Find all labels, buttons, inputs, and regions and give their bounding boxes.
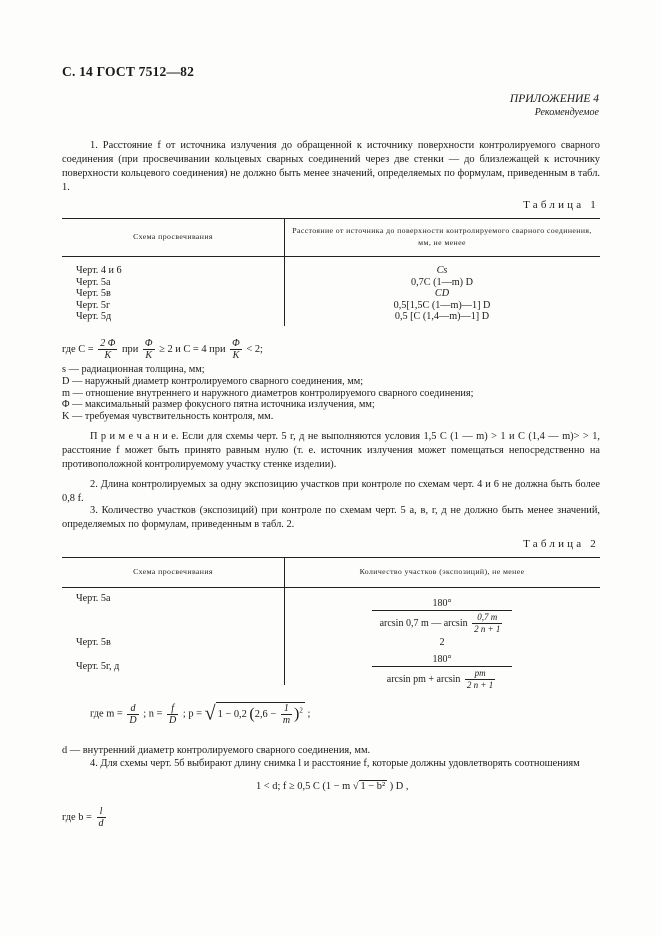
table2-col1-header: Схема просвечивания — [133, 567, 213, 576]
table1-divider — [284, 218, 285, 326]
definition-item: s — радиационная толщина, мм; — [62, 364, 205, 375]
table2-scheme-5v: Черт. 5в — [76, 637, 111, 648]
table2-formula-den — [372, 667, 512, 691]
table2-formula-den — [372, 611, 512, 635]
formula-fraction-num: f — [167, 703, 178, 715]
definitions-list — [62, 364, 600, 423]
table1-row-scheme: Черт. 5д — [76, 311, 112, 322]
table1-scheme-column — [76, 265, 276, 323]
formula-exponent: 2 — [299, 706, 303, 715]
formula-m-n-p — [90, 702, 310, 726]
table2-divider — [284, 557, 285, 685]
table1-col2-header: Расстояние от источника до поверхности контролируемого сварного соединения, мм, не менее — [292, 226, 592, 247]
formula-fraction-den: D — [168, 714, 177, 726]
paragraph-3: 3. Количество участков (экспозиций) при контроле по схемам черт. 5 а, в, г, д не должно быть менее значений, определяемых по формулам, приведенным в табл. 2. — [62, 505, 600, 530]
formula-fraction-num: 1 — [281, 703, 292, 715]
definition-item: K — требуемая чувствительность контроля, мм. — [62, 411, 274, 423]
definition-d: d — внутренний диаметр контролируемого сварного соединения, мм. — [62, 745, 371, 756]
formula-text: 1 − 0,2 — [217, 708, 247, 720]
formula-fraction-num: 2 Φ — [100, 338, 116, 349]
formula-fraction-den: m — [282, 715, 291, 726]
paragraph-2: 2. Длина контролируемых за одну экспозицию участков при контроле по схемам черт. 4 и 6 не должна быть более 0,8 f. — [62, 479, 600, 504]
paragraph-4: 4. Для схемы черт. 5б выбирают длину снимка l и расстояние f, которые должны удовлетворять соотношениям — [90, 758, 580, 769]
formula-text: ; p = — [182, 708, 202, 720]
table2-formula-fraction-den: 2 n + 1 — [466, 680, 494, 690]
table2-formula-num: 180° — [372, 654, 512, 667]
formula-text: 2,6 − — [254, 708, 277, 720]
formula-fraction-den: K — [104, 350, 112, 361]
definition-item: D — наружный диаметр контролируемого сварного соединения, мм; — [62, 375, 364, 387]
formula-fraction-den: K — [232, 350, 240, 361]
table2-top-rule — [62, 557, 600, 558]
formula-text: ; n = — [143, 708, 163, 720]
table1-col1-header: Схема просвечивания — [133, 232, 213, 241]
appendix-title: ПРИЛОЖЕНИЕ 4 — [509, 93, 599, 105]
table1-row-scheme: Черт. 5г — [76, 299, 111, 311]
table2-col2-header: Количество участков (экспозиций), не менее — [359, 567, 525, 576]
table2-formula-5a — [372, 598, 512, 635]
table1-caption: Таблица 1 — [523, 199, 599, 211]
formula-sqrt-body: 1 − b² — [360, 781, 386, 792]
formula-fraction-den: d — [98, 818, 104, 829]
table1-row-value: CD — [434, 288, 450, 299]
appendix-subtitle: Рекомендуемое — [534, 107, 599, 118]
formula-c-lead: где C = — [62, 343, 94, 355]
formula-text: где b = — [62, 811, 92, 823]
table2-caption: Таблица 2 — [523, 538, 599, 550]
formula-fraction-num: l — [97, 806, 106, 818]
page-header: С. 14 ГОСТ 7512—82 — [62, 64, 195, 79]
formula-fraction-den: K — [145, 350, 153, 361]
formula-text: при — [121, 343, 139, 355]
formula-text: где m = — [90, 708, 123, 720]
table1-header-rule — [62, 256, 600, 257]
table2-formula-den-text: arcsin 0,7 m — arcsin — [379, 617, 468, 629]
formula-4 — [256, 780, 408, 792]
appendix-label — [510, 93, 599, 119]
table1-row-value: Cs — [436, 265, 448, 276]
formula-c — [62, 338, 263, 361]
table2-value-5v: 2 — [439, 637, 445, 648]
table1-row-value: 0,7C (1—m) D — [411, 276, 473, 288]
table2-formula-fraction-num: pm — [465, 668, 495, 680]
definition-item: Φ — максимальный размер фокусного пятна источника излучения, мм; — [62, 399, 375, 411]
note-paragraph: П р и м е ч а н и е. Если для схемы черт. 5 г, д не выполняются условия 1,5 C (1 — m) > 1 и C (1,4 — m)> > 1, расстояние f может быть принято равным нулю (т. е. источник излучения может помещаться непосредственно на противоположной контролируемому участку стенке изделии). — [62, 431, 600, 470]
table1-row-scheme: Черт. 5а — [76, 276, 111, 288]
formula-text: < 2; — [246, 343, 263, 355]
table2-scheme-5a: Черт. 5а — [76, 593, 111, 604]
table2-formula-5g-d — [372, 654, 512, 691]
formula-text: ; — [307, 708, 311, 720]
table1-top-rule — [62, 218, 600, 219]
formula-fraction-num: d — [127, 703, 138, 715]
table1-row-scheme: Черт. 4 и 6 — [76, 265, 122, 276]
sqrt-icon: √ — [204, 702, 216, 725]
table2-header-rule — [62, 587, 600, 588]
paragraph-1: 1. Расстояние f от источника излучения до обращенной к источнику поверхности контролируемого сварного соединения (при просвечивании кольцевых сварных соединений через две стенки — до близлежащей к источнику поверхности кольцевого соединения) не должно быть менее значений, определяемых по формулам, приведенным в табл. 1. — [62, 140, 600, 193]
table2-scheme-5g-d: Черт. 5г, д — [76, 661, 120, 672]
table2-formula-num: 180° — [372, 598, 512, 611]
table1-row-value: 0,5 [C (1,4—m)—1] D — [394, 311, 490, 322]
formula-fraction-num: Φ — [232, 338, 240, 349]
formula-fraction-num: Φ — [144, 338, 153, 349]
table2-formula-fraction-num: 0,7 m — [472, 612, 502, 624]
table1-row-scheme: Черт. 5в — [76, 288, 111, 299]
formula-text: ) D , — [389, 781, 409, 792]
formula-text: ≥ 2 и C = 4 при — [159, 343, 226, 355]
sqrt-icon: √ — [352, 781, 359, 792]
formula-sqrt-body: 1 − 0,2 (2,6 − $\frac{1}{m}$ )$^2$ — [217, 703, 303, 726]
definition-item: m — отношение внутреннего и наружного диаметров контролируемого сварного соединения; — [62, 387, 474, 399]
formula-fraction-den: D — [129, 714, 137, 726]
table2-formula-fraction-den: 2 n + 1 — [474, 624, 501, 634]
table1-value-column — [290, 265, 594, 323]
table1-row-value: 0,5[1,5C (1—m)—1] D — [393, 299, 491, 311]
formula-text: 1 < d; f ≥ 0,5 C (1 − m — [256, 781, 351, 792]
table2-formula-den-text: arcsin pm + arcsin — [386, 673, 461, 685]
formula-b — [62, 806, 108, 829]
